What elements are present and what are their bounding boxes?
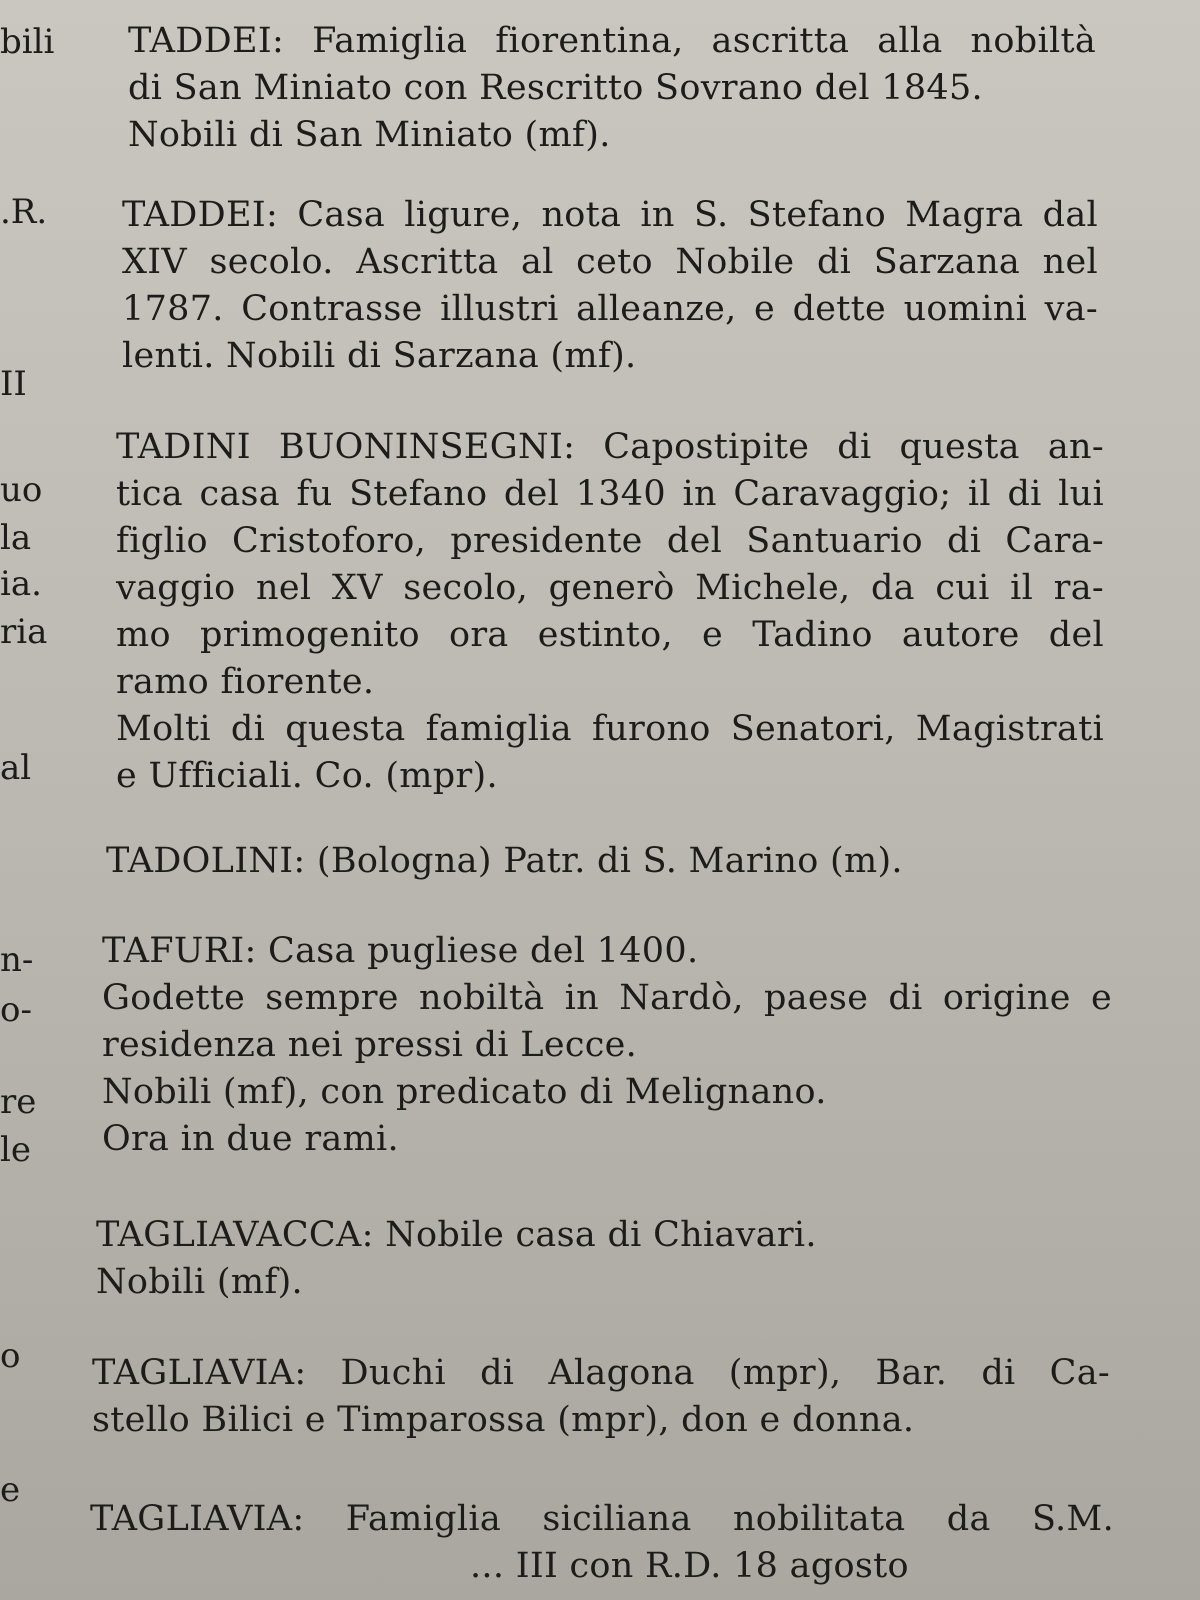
entry-line: TADDEI: Casa ligure, nota in S. Stefano Magra dal [122,195,1098,235]
entry-tagliavia-alagona [92,1350,1110,1444]
entry-line: di San Miniato con Rescritto Sovrano del 1845. [128,68,983,108]
entry-line: tica casa fu Stefano del 1340 in Caravaggio; il di lui [116,474,1104,514]
left-margin-fragments [0,0,70,1600]
margin-fragment: ria [0,612,48,652]
entry-line: XIV secolo. Ascritta al ceto Nobile di Sarzana nel [122,242,1098,282]
margin-fragment: o [0,1336,21,1376]
entry-taddei-san-miniato [128,18,1096,159]
entry-taddei-sarzana [122,192,1098,380]
margin-fragment: ia. [0,564,42,604]
entry-tafuri [102,928,1112,1163]
margin-fragment: bili [0,22,55,62]
entry-line: Nobili (mf). [96,1262,303,1302]
entry-line: residenza nei pressi di Lecce. [102,1025,638,1065]
entry-line: stello Bilici e Timparossa (mpr), don e donna. [92,1400,915,1440]
entry-line: Nobili di San Miniato (mf). [128,115,611,155]
entry-line: ramo fiorente. [116,662,375,702]
entry-tadini-buoninsegni [116,424,1104,800]
margin-fragment: uo [0,470,43,510]
entry-line: lenti. Nobili di Sarzana (mf). [122,336,637,376]
entry-line: 1787. Contrasse illustri alleanze, e dette uomini va- [122,289,1098,329]
entry-tadolini [106,838,1096,885]
entry-tagliavia-siciliana [90,1496,1114,1590]
entry-line: Ora in due rami. [102,1119,399,1159]
entry-line: TADOLINI: (Bologna) Patr. di S. Marino (m). [106,841,903,881]
margin-fragment: la [0,518,32,558]
entry-line: Nobili (mf), con predicato di Melignano. [102,1072,827,1112]
entry-line: e Ufficiali. Co. (mpr). [116,756,498,796]
entry-line: vaggio nel XV secolo, generò Michele, da cui il ra- [116,568,1104,608]
entry-line: TAFURI: Casa pugliese del 1400. [102,931,699,971]
margin-fragment: e [0,1470,21,1510]
entry-line: figlio Cristoforo, presidente del Santuario di Cara- [116,521,1104,561]
entry-line: Molti di questa famiglia furono Senatori, Magistrati [116,709,1104,749]
margin-fragment: II [0,364,27,404]
entry-line: TAGLIAVACCA: Nobile casa di Chiavari. [96,1215,817,1255]
entry-line: mo primogenito ora estinto, e Tadino autore del [116,615,1104,655]
entry-line: TAGLIAVIA: Famiglia siciliana nobilitata da S.M. [90,1499,1114,1539]
entry-line: Godette sempre nobiltà in Nardò, paese di origine e [102,978,1112,1018]
entry-line: TADDEI: Famiglia fiorentina, ascritta alla nobiltà [128,21,1096,61]
entry-line: TADINI BUONINSEGNI: Capostipite di questa an- [116,427,1104,467]
margin-fragment: le [0,1130,31,1170]
margin-fragment: .R. [0,192,48,232]
margin-fragment: o- [0,990,32,1030]
margin-fragment: al [0,748,32,788]
entry-tagliavacca [96,1212,1106,1306]
margin-fragment: re [0,1082,37,1122]
margin-fragment: n- [0,940,34,980]
entry-line: ... III con R.D. 18 agosto [470,1546,909,1586]
entry-line: TAGLIAVIA: Duchi di Alagona (mpr), Bar. di Ca- [92,1353,1110,1393]
